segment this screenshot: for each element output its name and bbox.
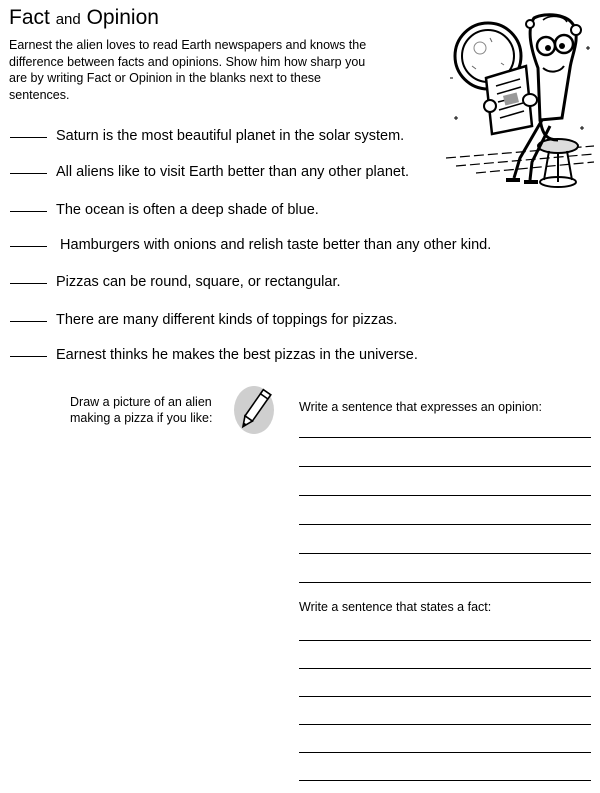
statement-text-3: The ocean is often a deep shade of blue. (56, 202, 319, 218)
statement-text-2: All aliens like to visit Earth better than any other planet. (56, 164, 410, 180)
fact-line[interactable] (299, 724, 591, 725)
answer-blank-3[interactable] (10, 211, 47, 212)
statement-3 (10, 201, 319, 219)
answer-blank-7[interactable] (10, 356, 47, 357)
page-title (9, 4, 159, 34)
statement-7 (10, 346, 418, 364)
opinion-line[interactable] (299, 495, 591, 496)
drawing-prompt-line-1: Draw a picture of an alien (70, 395, 212, 409)
statement-text-4: Hamburgers with onions and relish taste better than any other kind. (56, 237, 492, 253)
statement-text-7: Earnest thinks he makes the best pizzas in the universe. (56, 347, 418, 363)
fact-line[interactable] (299, 752, 591, 753)
statement-text-1: Saturn is the most beautiful planet in the solar system. (56, 128, 405, 144)
opinion-line[interactable] (299, 437, 591, 438)
statement-6 (10, 311, 397, 329)
fact-line[interactable] (299, 668, 591, 669)
statement-text-5: Pizzas can be round, square, or rectangular. (56, 274, 341, 290)
answer-blank-1[interactable] (10, 137, 47, 138)
opinion-line[interactable] (299, 466, 591, 467)
statement-2 (10, 163, 409, 181)
title-fact: Fact (9, 6, 50, 29)
statement-text-6: There are many different kinds of toppings for pizzas. (56, 312, 398, 328)
fact-line[interactable] (299, 696, 591, 697)
statement-1 (10, 127, 404, 145)
statement-4 (10, 236, 491, 254)
pencil-icon (231, 384, 277, 436)
intro-paragraph: Earnest the alien loves to read Earth newspapers and knows the difference between facts and opinions. Show him how sharp you are by writing Fact or Opinion in the blanks next to these sentences. (9, 38, 367, 102)
fact-line[interactable] (299, 640, 591, 641)
alien-reading-newspaper-illustration (446, 8, 594, 193)
opinion-prompt: Write a sentence that expresses an opinion: (299, 400, 542, 414)
answer-blank-5[interactable] (10, 283, 47, 284)
fact-line[interactable] (299, 780, 591, 781)
fact-prompt: Write a sentence that states a fact: (299, 600, 492, 614)
answer-blank-2[interactable] (10, 173, 47, 174)
opinion-line[interactable] (299, 582, 591, 583)
drawing-prompt-line-2: making a pizza if you like: (70, 411, 213, 425)
title-opinion: Opinion (86, 6, 159, 29)
opinion-line[interactable] (299, 524, 591, 525)
drawing-prompt (70, 394, 212, 426)
title-and: and (55, 11, 81, 28)
answer-blank-6[interactable] (10, 321, 47, 322)
statement-5 (10, 273, 341, 291)
opinion-line[interactable] (299, 553, 591, 554)
answer-blank-4[interactable] (10, 246, 47, 247)
